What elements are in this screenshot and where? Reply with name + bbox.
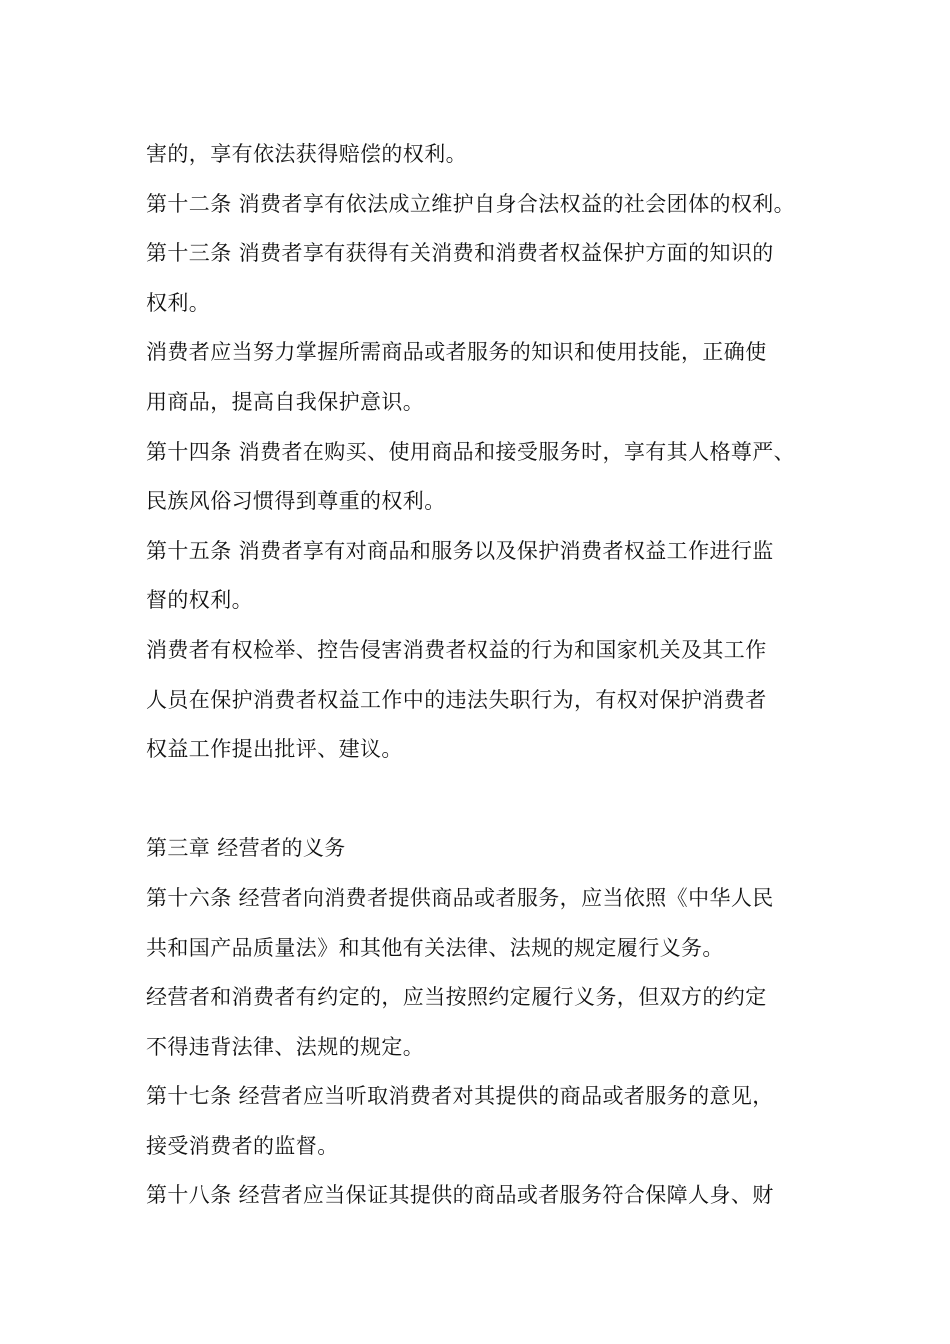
- text-line: 消费者应当努力掌握所需商品或者服务的知识和使用技能，正确使: [146, 340, 767, 365]
- chapter-heading: 第三章 经营者的义务: [146, 836, 346, 861]
- article-12-line: 第十二条 消费者享有依法成立维护自身合法权益的社会团体的权利。: [146, 191, 796, 216]
- blank-line: [146, 775, 846, 825]
- article-18-line: 第十八条 经营者应当保证其提供的商品或者服务符合保障人身、财: [146, 1183, 774, 1208]
- text-line: 督的权利。: [146, 588, 253, 613]
- article-13-line: 第十三条 消费者享有获得有关消费和消费者权益保护方面的知识的: [146, 241, 774, 266]
- text-line: 不得违背法律、法规的规定。: [146, 1034, 425, 1059]
- text-line: 经营者和消费者有约定的，应当按照约定履行义务，但双方的约定: [146, 985, 767, 1010]
- article-15-line: 第十五条 消费者享有对商品和服务以及保护消费者权益工作进行监: [146, 538, 774, 563]
- article-14-line: 第十四条 消费者在购买、使用商品和接受服务时，享有其人格尊严、: [146, 439, 796, 464]
- text-line: 民族风俗习惯得到尊重的权利。: [146, 489, 446, 514]
- article-17-line: 第十七条 经营者应当听取消费者对其提供的商品或者服务的意见，: [146, 1084, 774, 1109]
- text-line: 权利。: [146, 290, 211, 315]
- text-line: 人员在保护消费者权益工作中的违法失职行为，有权对保护消费者: [146, 687, 767, 712]
- text-line: 消费者有权检举、控告侵害消费者权益的行为和国家机关及其工作: [146, 637, 767, 662]
- text-line: 用商品，提高自我保护意识。: [146, 389, 425, 414]
- document-body: [146, 130, 846, 1221]
- text-line: 权益工作提出批评、建议。: [146, 737, 403, 762]
- text-line: 共和国产品质量法》和其他有关法律、法规的规定履行义务。: [146, 935, 724, 960]
- text-line: 害的，享有依法获得赔偿的权利。: [146, 142, 467, 166]
- article-16-line: 第十六条 经营者向消费者提供商品或者服务，应当依照《中华人民: [146, 885, 774, 910]
- text-line: 接受消费者的监督。: [146, 1133, 339, 1158]
